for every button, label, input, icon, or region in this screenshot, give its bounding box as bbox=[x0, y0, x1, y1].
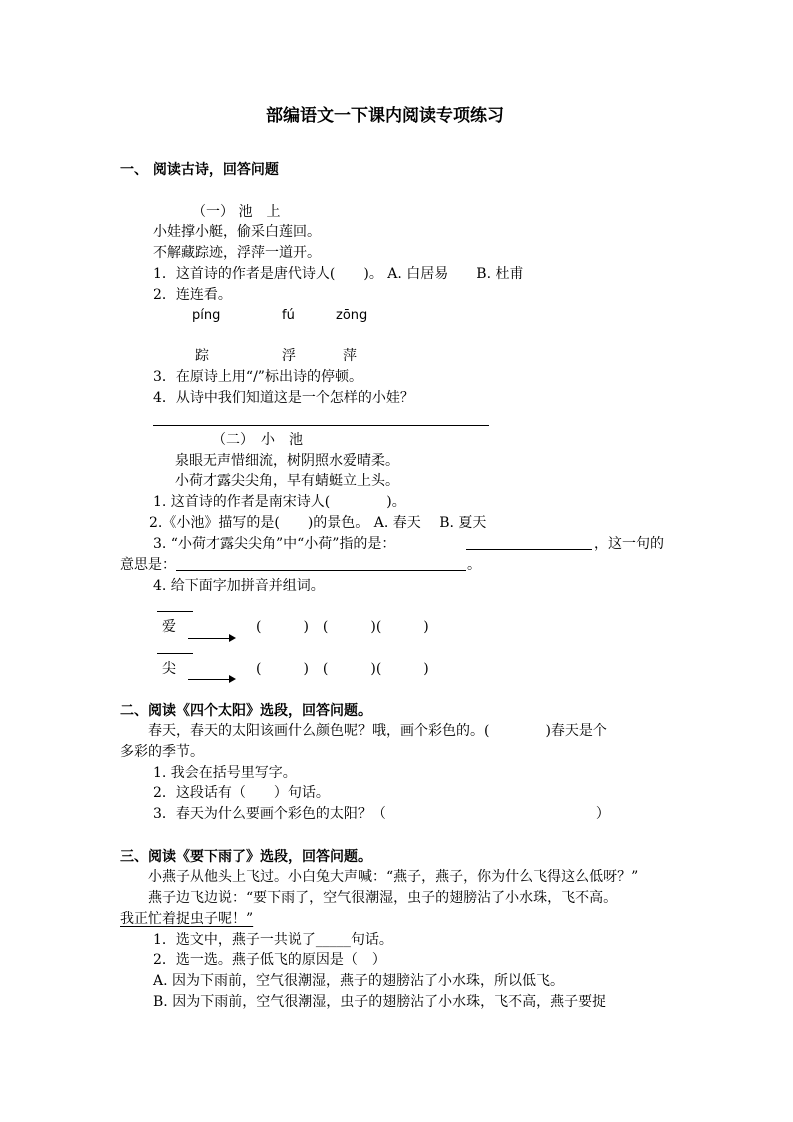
answer-line-2-3a bbox=[466, 549, 592, 550]
question-2-2: 2.《小池》描写的是( )的景色。 A. 春天 B. 夏天 bbox=[149, 515, 487, 531]
question-s2-2: 2．这段话有（ ）句话。 bbox=[153, 785, 330, 801]
char-zong: 踪 bbox=[195, 348, 209, 364]
word-blanks-ai: ( ) ( )( ) bbox=[256, 619, 429, 635]
word-blanks-jian: ( ) ( )( ) bbox=[256, 661, 429, 677]
pinyin-ping: píng bbox=[192, 308, 221, 323]
question-s3-2: 2．选一选。燕子低飞的原因是（ ） bbox=[153, 952, 386, 968]
question-2-3-cont: 意思是： bbox=[120, 557, 176, 573]
question-s3-1: 1．选文中，燕子一共说了_____句话。 bbox=[153, 932, 393, 948]
question-1-4: 4．从诗中我们知道这是一个怎样的小娃？ bbox=[153, 390, 414, 406]
pinyin-blank-ai bbox=[157, 611, 193, 612]
section-2-text-1: 春天，春天的太阳该画什么颜色呢？哦，画个彩色的。( )春天是个 bbox=[148, 723, 607, 739]
section-2-heading: 二、阅读《四个太阳》选段，回答问题。 bbox=[120, 703, 372, 719]
question-2-3-end: 。 bbox=[467, 557, 481, 573]
pinyin-zong: zōng bbox=[336, 308, 368, 323]
question-2-1: 1. 这首诗的作者是南宋诗人( )。 bbox=[153, 494, 406, 510]
poem-2-line-1: 泉眼无声惜细流，树阴照水爱晴柔。 bbox=[175, 453, 399, 469]
char-fu: 浮 bbox=[282, 348, 296, 364]
char-jian: 尖 bbox=[162, 661, 176, 677]
question-1-2: 2．连连看。 bbox=[153, 287, 232, 303]
question-1-3: 3．在原诗上用“/”标出诗的停顿。 bbox=[153, 369, 363, 385]
question-1-1: 1．这首诗的作者是唐代诗人( )。 A. 白居易 B. 杜甫 bbox=[153, 266, 524, 282]
pinyin-blank-jian bbox=[157, 653, 193, 654]
option-b: B. 因为下雨前，空气很潮湿，虫子的翅膀沾了小水珠，飞不高，燕子要捉 bbox=[153, 994, 607, 1010]
page-title: 部编语文一下课内阅读专项练习 bbox=[266, 106, 504, 126]
pinyin-fu: fú bbox=[282, 308, 295, 323]
char-ai: 爱 bbox=[162, 619, 176, 635]
poem-1-line-1: 小娃撑小艇，偷采白莲回。 bbox=[153, 224, 321, 240]
arrow-jian bbox=[188, 679, 234, 680]
answer-line-2-3b bbox=[176, 570, 466, 571]
section-3-text-2: 燕子边飞边说：“要下雨了，空气很潮湿，虫子的翅膀沾了小水珠，飞不高。 bbox=[148, 890, 618, 906]
poem-1-title: （一） 池 上 bbox=[192, 204, 281, 220]
section-3-heading: 三、阅读《要下雨了》选段，回答问题。 bbox=[120, 849, 372, 865]
question-2-3-mid: ，这一句的 bbox=[594, 536, 664, 552]
section-3-text-1: 小燕子从他头上飞过。小白兔大声喊：“燕子，燕子，你为什么飞得这么低呀？” bbox=[148, 869, 639, 885]
poem-2-title: （二） 小 池 bbox=[212, 432, 303, 448]
poem-1-line-2: 不解藏踪迹，浮萍一道开。 bbox=[153, 245, 321, 261]
arrow-ai bbox=[188, 638, 234, 639]
char-ping: 萍 bbox=[343, 348, 357, 364]
question-2-3-start: 3. “小荷才露尖尖角”中“小荷”指的是： bbox=[153, 536, 396, 552]
section-3-text-3: 我正忙着捉虫子呢！” bbox=[120, 911, 254, 927]
section-2-text-2: 多彩的季节。 bbox=[120, 744, 204, 760]
answer-line-1-4 bbox=[153, 425, 489, 426]
option-a: A. 因为下雨前，空气很潮湿，燕子的翅膀沾了小水珠，所以低飞。 bbox=[153, 973, 565, 989]
section-1-heading: 一、 阅读古诗，回答问题 bbox=[120, 162, 279, 178]
question-s2-1: 1. 我会在括号里写字。 bbox=[153, 765, 297, 781]
question-s2-3: 3．春天为什么要画个彩色的太阳？（ ） bbox=[153, 806, 610, 822]
poem-2-line-2: 小荷才露尖尖角，早有蜻蜓立上头。 bbox=[175, 473, 399, 489]
question-2-4: 4. 给下面字加拼音并组词。 bbox=[153, 578, 325, 594]
